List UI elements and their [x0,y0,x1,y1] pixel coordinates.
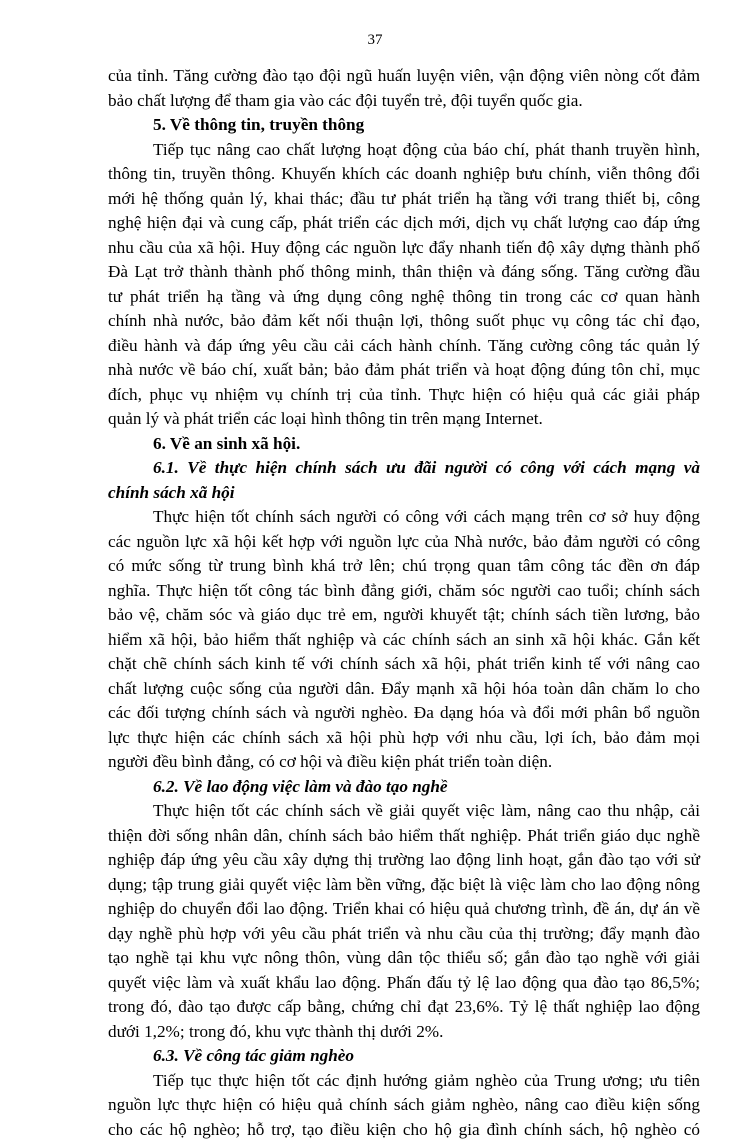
text-line: dưới 1,2%; trong đó, khu vực thành thị dưới 2%. [108,1020,700,1045]
text-line: Thực hiện tốt các chính sách về giải quyết việc làm, nâng cao thu nhập, cải [108,799,700,824]
text-line: 6.2. Về lao động việc làm và đào tạo nghề [108,775,700,800]
text-line: mới hệ thống quản lý, khai thác; đầu tư phát triển hạ tầng với trang thiết bị, công [108,187,700,212]
subsection-heading [108,456,700,505]
section-heading [108,113,700,138]
subsection-heading [108,775,700,800]
text-line: nguồn lực thực hiện có hiệu quả chính sách giảm nghèo, nâng cao điều kiện sống [108,1093,700,1118]
text-line: các nguồn lực xã hội kết hợp với nguồn lực của Nhà nước, bảo đảm người có công [108,530,700,555]
text-line: lực thực hiện các chính sách xã hội phù hợp với nhu cầu, lợi ích, bảo đảm mọi [108,726,700,751]
paragraph [108,138,700,432]
paragraph [108,64,700,113]
text-line: quyết việc làm và xuất khẩu lao động. Phấn đấu tỷ lệ lao động qua đào tạo 86,5%; [108,971,700,996]
document-body [108,64,700,1142]
text-line: dạy nghề phù hợp với yêu cầu phát triển và nhu cầu của thị trường; đẩy mạnh đào [108,922,700,947]
text-line: nghiệp đáp ứng yêu cầu xây dựng thị trường lao động linh hoạt, gắn đào tạo với sử [108,848,700,873]
text-line: chất lượng cuộc sống của người dân. Đẩy mạnh xã hội hóa toàn dân chăm lo cho [108,677,700,702]
paragraph [108,1069,700,1142]
text-line: của tỉnh. Tăng cường đào tạo đội ngũ huấn luyện viên, vận động viên nòng cốt đảm [108,64,700,89]
text-line: trong đó, đào tạo được cấp bằng, chứng chỉ đạt 23,6%. Tỷ lệ thất nghiệp lao động [108,995,700,1020]
text-line: nhà nước về báo chí, xuất bản; bảo đảm phát triển và hoạt động đúng tôn chỉ, mục [108,358,700,383]
subsection-heading [108,1044,700,1069]
text-line: dụng; tập trung giải quyết việc làm bền vững, đặc biệt là việc làm cho lao động nông [108,873,700,898]
text-line: cho các hộ nghèo; hỗ trợ, tạo điều kiện cho hộ gia đình chính sách, hộ nghèo có [108,1118,700,1142]
text-line: bảo chất lượng để tham gia vào các đội tuyển trẻ, đội tuyển quốc gia. [108,89,700,114]
text-line: đích, phục vụ nhiệm vụ chính trị của tỉnh. Thực hiện có hiệu quả các giải pháp [108,383,700,408]
text-line: thông tin, truyền thông. Khuyến khích các doanh nghiệp bưu chính, viễn thông đổi [108,162,700,187]
text-line: nghệ hiện đại và cung cấp, phát triển các dịch mới, dịch vụ chất lượng cao đáp ứng [108,211,700,236]
text-line: Tiếp tục thực hiện tốt các định hướng giảm nghèo của Trung ương; ưu tiên [108,1069,700,1094]
text-line: chính nhà nước, bảo đảm kết nối thuận lợi, thông suốt phục vụ công tác chỉ đạo, [108,309,700,334]
text-line: có mức sống từ trung bình khá trở lên; chú trọng quan tâm công tác đền ơn đáp [108,554,700,579]
text-line: nhu cầu của xã hội. Huy động các nguồn lực đẩy nhanh tiến độ xây dựng thành phố [108,236,700,261]
text-line: nghiệp do chuyển đổi lao động. Triển khai có hiệu quả chương trình, đề án, dự án về [108,897,700,922]
text-line: Đà Lạt trở thành thành phố thông minh, thân thiện và đáng sống. Tăng cường đầu [108,260,700,285]
text-line: bảo vệ, chăm sóc và giáo dục trẻ em, người khuyết tật; chính sách tiền lương, bảo [108,603,700,628]
text-line: thiện đời sống nhân dân, chính sách bảo hiểm thất nghiệp. Phát triển giáo dục nghề [108,824,700,849]
text-line: tư phát triển hạ tầng và ứng dụng công nghệ thông tin trong các cơ quan hành [108,285,700,310]
text-line: 5. Về thông tin, truyền thông [108,113,700,138]
text-line: nghĩa. Thực hiện tốt công tác bình đẳng giới, chăm sóc người cao tuổi; chính sách [108,579,700,604]
text-line: Tiếp tục nâng cao chất lượng hoạt động của báo chí, phát thanh truyền hình, [108,138,700,163]
text-line: chính sách xã hội [108,481,700,506]
text-line: hiểm xã hội, bảo hiểm thất nghiệp và các chính sách an sinh xã hội khác. Gắn kết [108,628,700,653]
paragraph [108,505,700,775]
text-line: quản lý và phát triển các loại hình thông tin trên mạng Internet. [108,407,700,432]
text-line: 6.3. Về công tác giảm nghèo [108,1044,700,1069]
text-line: 6. Về an sinh xã hội. [108,432,700,457]
text-line: điều hành và đáp ứng yêu cầu cải cách hành chính. Tăng cường công tác quản lý [108,334,700,359]
text-line: các đối tượng chính sách và người nghèo. Đa dạng hóa và đổi mới phân bổ nguồn [108,701,700,726]
section-heading [108,432,700,457]
text-line: 6.1. Về thực hiện chính sách ưu đãi người có công với cách mạng và [108,456,700,481]
text-line: tạo nghề tại khu vực nông thôn, vùng dân tộc thiểu số; gắn đào tạo nghề với giải [108,946,700,971]
page-number: 37 [0,32,750,49]
text-line: Thực hiện tốt chính sách người có công với cách mạng trên cơ sở huy động [108,505,700,530]
text-line: chặt chẽ chính sách kinh tế với chính sách xã hội, phát triển kinh tế với nâng cao [108,652,700,677]
text-line: người đều bình đẳng, có cơ hội và điều kiện phát triển toàn diện. [108,750,700,775]
paragraph [108,799,700,1044]
